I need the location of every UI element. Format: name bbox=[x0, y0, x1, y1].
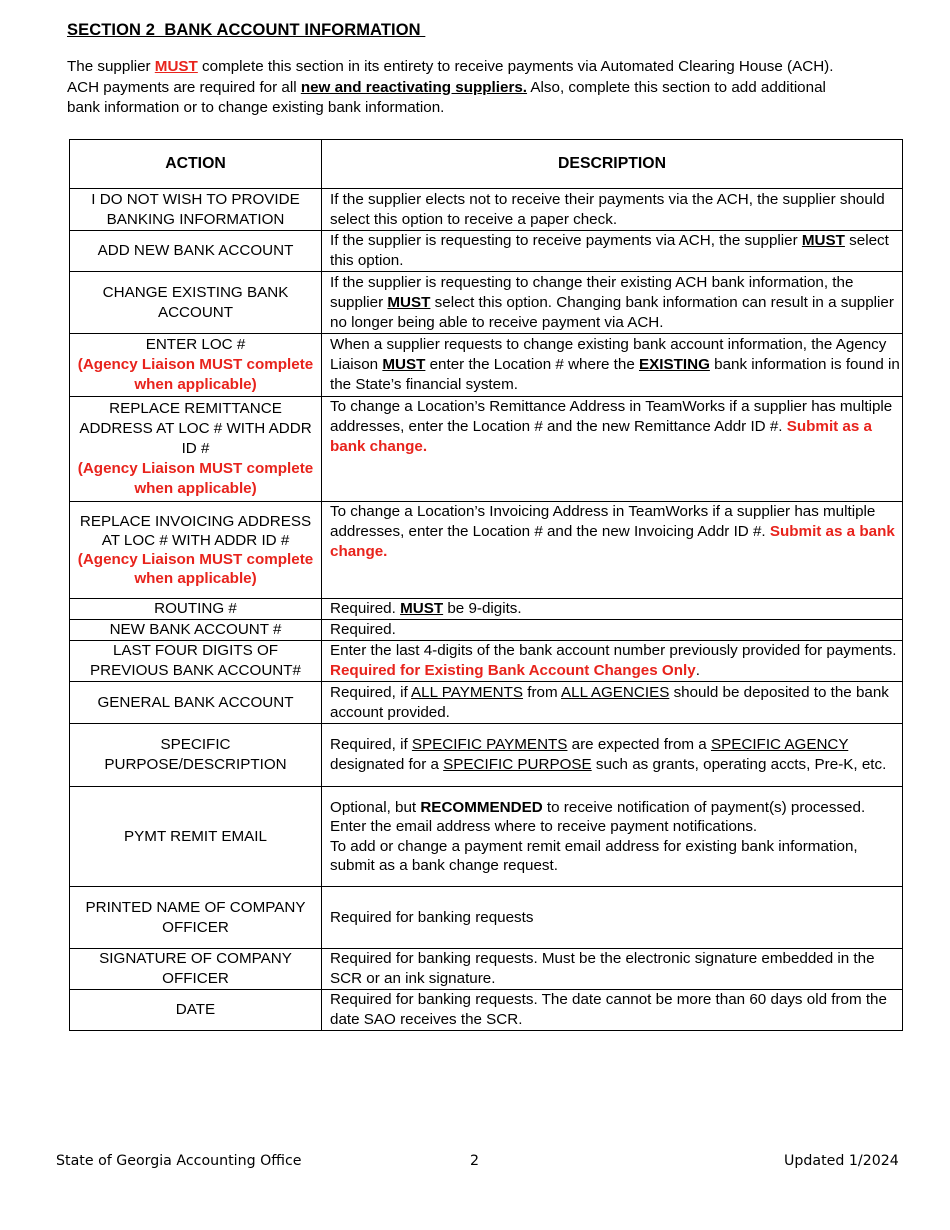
action-cell: ROUTING # bbox=[70, 599, 322, 620]
action-text: ENTER LOC # bbox=[145, 336, 246, 353]
desc-text: To add or change a payment remit email address for existing bank information, submit as a bank change request. bbox=[330, 837, 858, 874]
description-cell bbox=[322, 231, 903, 272]
desc-text: Enter the last 4-digits of the bank account number previously provided for payments. bbox=[330, 642, 897, 659]
desc-text: To change a Location’s Remittance Address in TeamWorks if a supplier has multiple addresses, enter the Location # and the new Remittance Addr ID #. bbox=[330, 398, 893, 435]
description-cell bbox=[322, 787, 903, 887]
action-cell bbox=[70, 887, 322, 949]
table-row bbox=[70, 641, 903, 682]
desc-text: If the supplier is requesting to change their existing ACH bank information, the supplier bbox=[330, 273, 854, 311]
desc-text: designated for a bbox=[330, 756, 444, 773]
agency-liaison-note: (Agency Liaison MUST complete when applicable) bbox=[77, 356, 314, 393]
description-cell bbox=[322, 334, 903, 397]
desc-text: When a supplier requests to change existing bank account information, the Agency Liaison bbox=[330, 336, 887, 373]
intro-must: MUST bbox=[154, 58, 198, 75]
table-row bbox=[70, 682, 903, 724]
footer-updated-date: Updated 1/2024 bbox=[784, 1153, 899, 1169]
action-cell bbox=[70, 334, 322, 397]
desc-text: Optional, but bbox=[330, 798, 421, 816]
action-cell: SPECIFIC PURPOSE/DESCRIPTION bbox=[70, 724, 322, 787]
desc-text: select this option. Changing bank information can result in a supplier no longer being able to receive payment via ACH. bbox=[330, 293, 894, 331]
table-row bbox=[70, 334, 903, 397]
table-row bbox=[70, 887, 903, 949]
underlined-text: SPECIFIC PURPOSE bbox=[443, 756, 592, 773]
section-title: SECTION 2 BANK ACCOUNT INFORMATION bbox=[67, 21, 426, 39]
description-cell bbox=[322, 397, 903, 502]
action-cell: DATE bbox=[70, 990, 322, 1031]
action-text: REPLACE REMITTANCE ADDRESS AT LOC # WITH ADDR ID # bbox=[79, 400, 312, 457]
desc-text: Required, if bbox=[330, 736, 412, 753]
table-row bbox=[70, 231, 903, 272]
desc-text: from bbox=[523, 683, 561, 701]
table-row bbox=[70, 949, 903, 990]
desc-text: to receive notification of payment(s) processed. bbox=[542, 798, 866, 816]
footer-org: State of Georgia Accounting Office bbox=[56, 1153, 302, 1169]
intro-text-3: Also, complete this section to add additional bank information or to change existing bank information. bbox=[67, 78, 826, 116]
table-row bbox=[70, 502, 903, 599]
recommended-label: RECOMMENDED bbox=[420, 798, 543, 816]
desc-text: should be deposited to the bank account provided. bbox=[330, 683, 889, 721]
description-cell bbox=[322, 272, 903, 334]
table-row bbox=[70, 990, 903, 1031]
underlined-text: ALL AGENCIES bbox=[561, 683, 670, 701]
action-text: REPLACE INVOICING ADDRESS AT LOC # WITH ADDR ID # bbox=[79, 512, 312, 549]
table-row bbox=[70, 620, 903, 641]
desc-text: select this option. bbox=[330, 232, 889, 269]
footer-page-number: 2 bbox=[470, 1153, 480, 1169]
description-cell: Required for banking requests. Must be the electronic signature embedded in the SCR or an ink signature. bbox=[322, 949, 903, 990]
description-cell: If the supplier elects not to receive their payments via the ACH, the supplier should select this option to receive a paper check. bbox=[322, 189, 903, 231]
must-label: MUST bbox=[801, 232, 845, 249]
bank-change-note: Submit as a bank change. bbox=[330, 523, 895, 560]
bank-change-note: Submit as a bank change. bbox=[330, 418, 872, 455]
desc-text: If the supplier is requesting to receive payments via ACH, the supplier bbox=[330, 232, 802, 249]
desc-text: enter the Location # where the bbox=[425, 356, 640, 373]
action-cell: LAST FOUR DIGITS OF PREVIOUS BANK ACCOUNT# bbox=[70, 641, 322, 682]
action-text: PRINTED NAME OF COMPANY bbox=[85, 898, 306, 916]
description-cell bbox=[322, 502, 903, 599]
underlined-text: SPECIFIC PAYMENTS bbox=[411, 736, 568, 753]
underlined-text: SPECIFIC AGENCY bbox=[710, 736, 849, 753]
action-cell: CHANGE EXISTING BANK ACCOUNT bbox=[70, 272, 322, 334]
table-row bbox=[70, 272, 903, 334]
table-row bbox=[70, 189, 903, 231]
intro-paragraph bbox=[67, 57, 842, 119]
table-row bbox=[70, 724, 903, 787]
underlined-text: ALL PAYMENTS bbox=[411, 683, 524, 701]
table-row bbox=[70, 787, 903, 887]
description-cell: Required for banking requests. The date cannot be more than 60 days old from the date SAO receives the SCR. bbox=[322, 990, 903, 1031]
action-text: OFFICER bbox=[162, 918, 229, 936]
header-action: ACTION bbox=[70, 140, 322, 189]
desc-text: such as grants, operating accts, Pre-K, etc. bbox=[591, 756, 887, 773]
description-cell bbox=[322, 599, 903, 620]
desc-text: Required. bbox=[330, 600, 401, 617]
existing-label: EXISTING bbox=[639, 356, 710, 373]
table-row bbox=[70, 397, 903, 502]
action-cell: I DO NOT WISH TO PROVIDE BANKING INFORMATION bbox=[70, 189, 322, 231]
action-cell: NEW BANK ACCOUNT # bbox=[70, 620, 322, 641]
action-cell: SIGNATURE OF COMPANY OFFICER bbox=[70, 949, 322, 990]
desc-text: bank information is found in the State’s financial system. bbox=[330, 356, 900, 393]
agency-liaison-note: (Agency Liaison MUST complete when applicable) bbox=[77, 460, 314, 497]
desc-text: To change a Location’s Invoicing Address in TeamWorks if a supplier has multiple addresses, enter the Location # and the new Invoicing Addr ID #. bbox=[330, 503, 876, 540]
desc-text: Required, if bbox=[330, 683, 412, 701]
table-header-row bbox=[70, 140, 903, 189]
description-cell bbox=[322, 641, 903, 682]
agency-liaison-note: (Agency Liaison MUST complete when applicable) bbox=[77, 551, 314, 588]
must-label: MUST bbox=[387, 293, 431, 311]
existing-changes-note: Required for Existing Bank Account Changes Only bbox=[330, 662, 696, 679]
action-cell bbox=[70, 502, 322, 599]
description-cell: Required for banking requests bbox=[322, 887, 903, 949]
header-description: DESCRIPTION bbox=[322, 140, 903, 189]
description-cell bbox=[322, 724, 903, 787]
desc-text: Enter the email address where to receive payment notifications. bbox=[330, 818, 758, 835]
table-row bbox=[70, 599, 903, 620]
description-cell bbox=[322, 682, 903, 724]
action-cell: ADD NEW BANK ACCOUNT bbox=[70, 231, 322, 272]
must-label: MUST bbox=[400, 600, 444, 617]
intro-text-2: complete this section in its entirety to receive payments via Automated Clearing House (ACH). ACH payments are required for all bbox=[67, 58, 834, 96]
must-label: MUST bbox=[382, 356, 426, 373]
action-cell: PYMT REMIT EMAIL bbox=[70, 787, 322, 887]
desc-text: be 9-digits. bbox=[443, 600, 522, 617]
intro-text-1: The supplier bbox=[67, 58, 155, 75]
action-cell: GENERAL BANK ACCOUNT bbox=[70, 682, 322, 724]
desc-text: . bbox=[695, 662, 700, 679]
action-cell bbox=[70, 397, 322, 502]
intro-emphasis: new and reactivating suppliers. bbox=[300, 78, 528, 96]
desc-text: are expected from a bbox=[567, 736, 711, 753]
bank-info-table bbox=[69, 139, 903, 1031]
description-cell: Required. bbox=[322, 620, 903, 641]
